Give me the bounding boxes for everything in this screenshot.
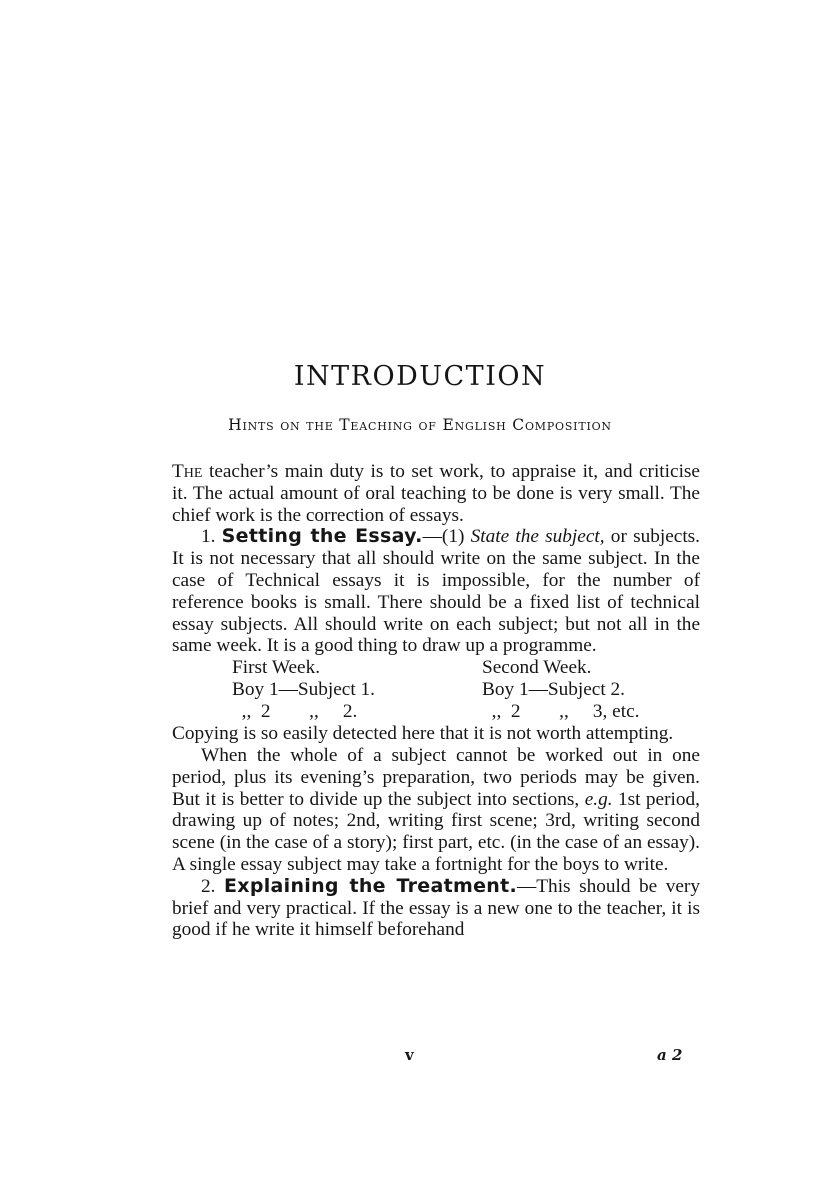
chapter-subtitle: Hints on the Teaching of English Composition: [228, 416, 612, 434]
section-1-paragraph: [172, 526, 700, 657]
copying-paragraph: Copying is so easily detected here that it is not worth attempting.: [172, 723, 674, 745]
whole-subject-text-a: When the whole of a subject cannot be worked out in one period, plus its evening’s preparation, two periods may be given. But it is better to divide up the subject into sections,: [172, 744, 700, 810]
section-1-number: 1.: [201, 526, 222, 548]
signature-mark: a 2: [657, 1046, 683, 1064]
intro-lead: The: [172, 461, 203, 482]
section-2-heading: Explaining the Treatment.: [223, 874, 517, 897]
whole-subject-paragraph: [172, 745, 700, 876]
chapter-title: INTRODUCTION: [293, 361, 547, 392]
programme-cell: ,, 2 ,, 3, etc.: [482, 700, 640, 722]
section-2-paragraph: [172, 876, 700, 941]
programme-column-second-week: [482, 657, 639, 722]
page-folio: v: [405, 1046, 414, 1064]
whole-subject-eg: e.g.: [584, 788, 613, 810]
programme-table: [172, 657, 700, 723]
section-2-text: —This should be very brief and very practical. If the essay is a new one to the teacher, it is good if he write it himself beforehand: [172, 875, 700, 941]
programme-cell: ,, 2 ,, 2.: [232, 700, 358, 722]
programme-cell: Second Week.: [482, 657, 592, 679]
whole-subject-text-b: 1st period, drawing up of notes; 2nd, writing first scene; 3rd, writing second scene (in the case of a story); first part, etc. (in the case of an essay). A single essay subject may take a fortnight for the boys to write.: [172, 788, 700, 875]
intro-text: teacher’s main duty is to set work, to appraise it, and criticise it. The actual amount of oral teaching to be done is very small. The chief work is the correction of essays.: [172, 461, 700, 526]
intro-paragraph: [172, 461, 700, 526]
section-1-dash: —(1): [422, 526, 471, 548]
section-2-number: 2.: [201, 875, 224, 897]
programme-cell: Boy 1—Subject 1.: [232, 678, 375, 700]
page-footer: [0, 1046, 840, 1070]
programme-column-first-week: [232, 657, 375, 722]
section-1-text: or subjects. It is not necessary that all should write on the same subject. In the case of Technical essays it is impossible, for the number of reference books is small. There should be a fixed list of technical essay subjects. All should write on each subject; but not all in the same week. It is a good thing to draw up a programme.: [172, 526, 701, 657]
body-text: [172, 461, 700, 941]
section-1-heading: Setting the Essay.: [221, 525, 423, 548]
section-1-italic: State the subject,: [470, 526, 605, 548]
programme-cell: Boy 1—Subject 2.: [482, 678, 625, 700]
programme-cell: First Week.: [232, 657, 321, 679]
